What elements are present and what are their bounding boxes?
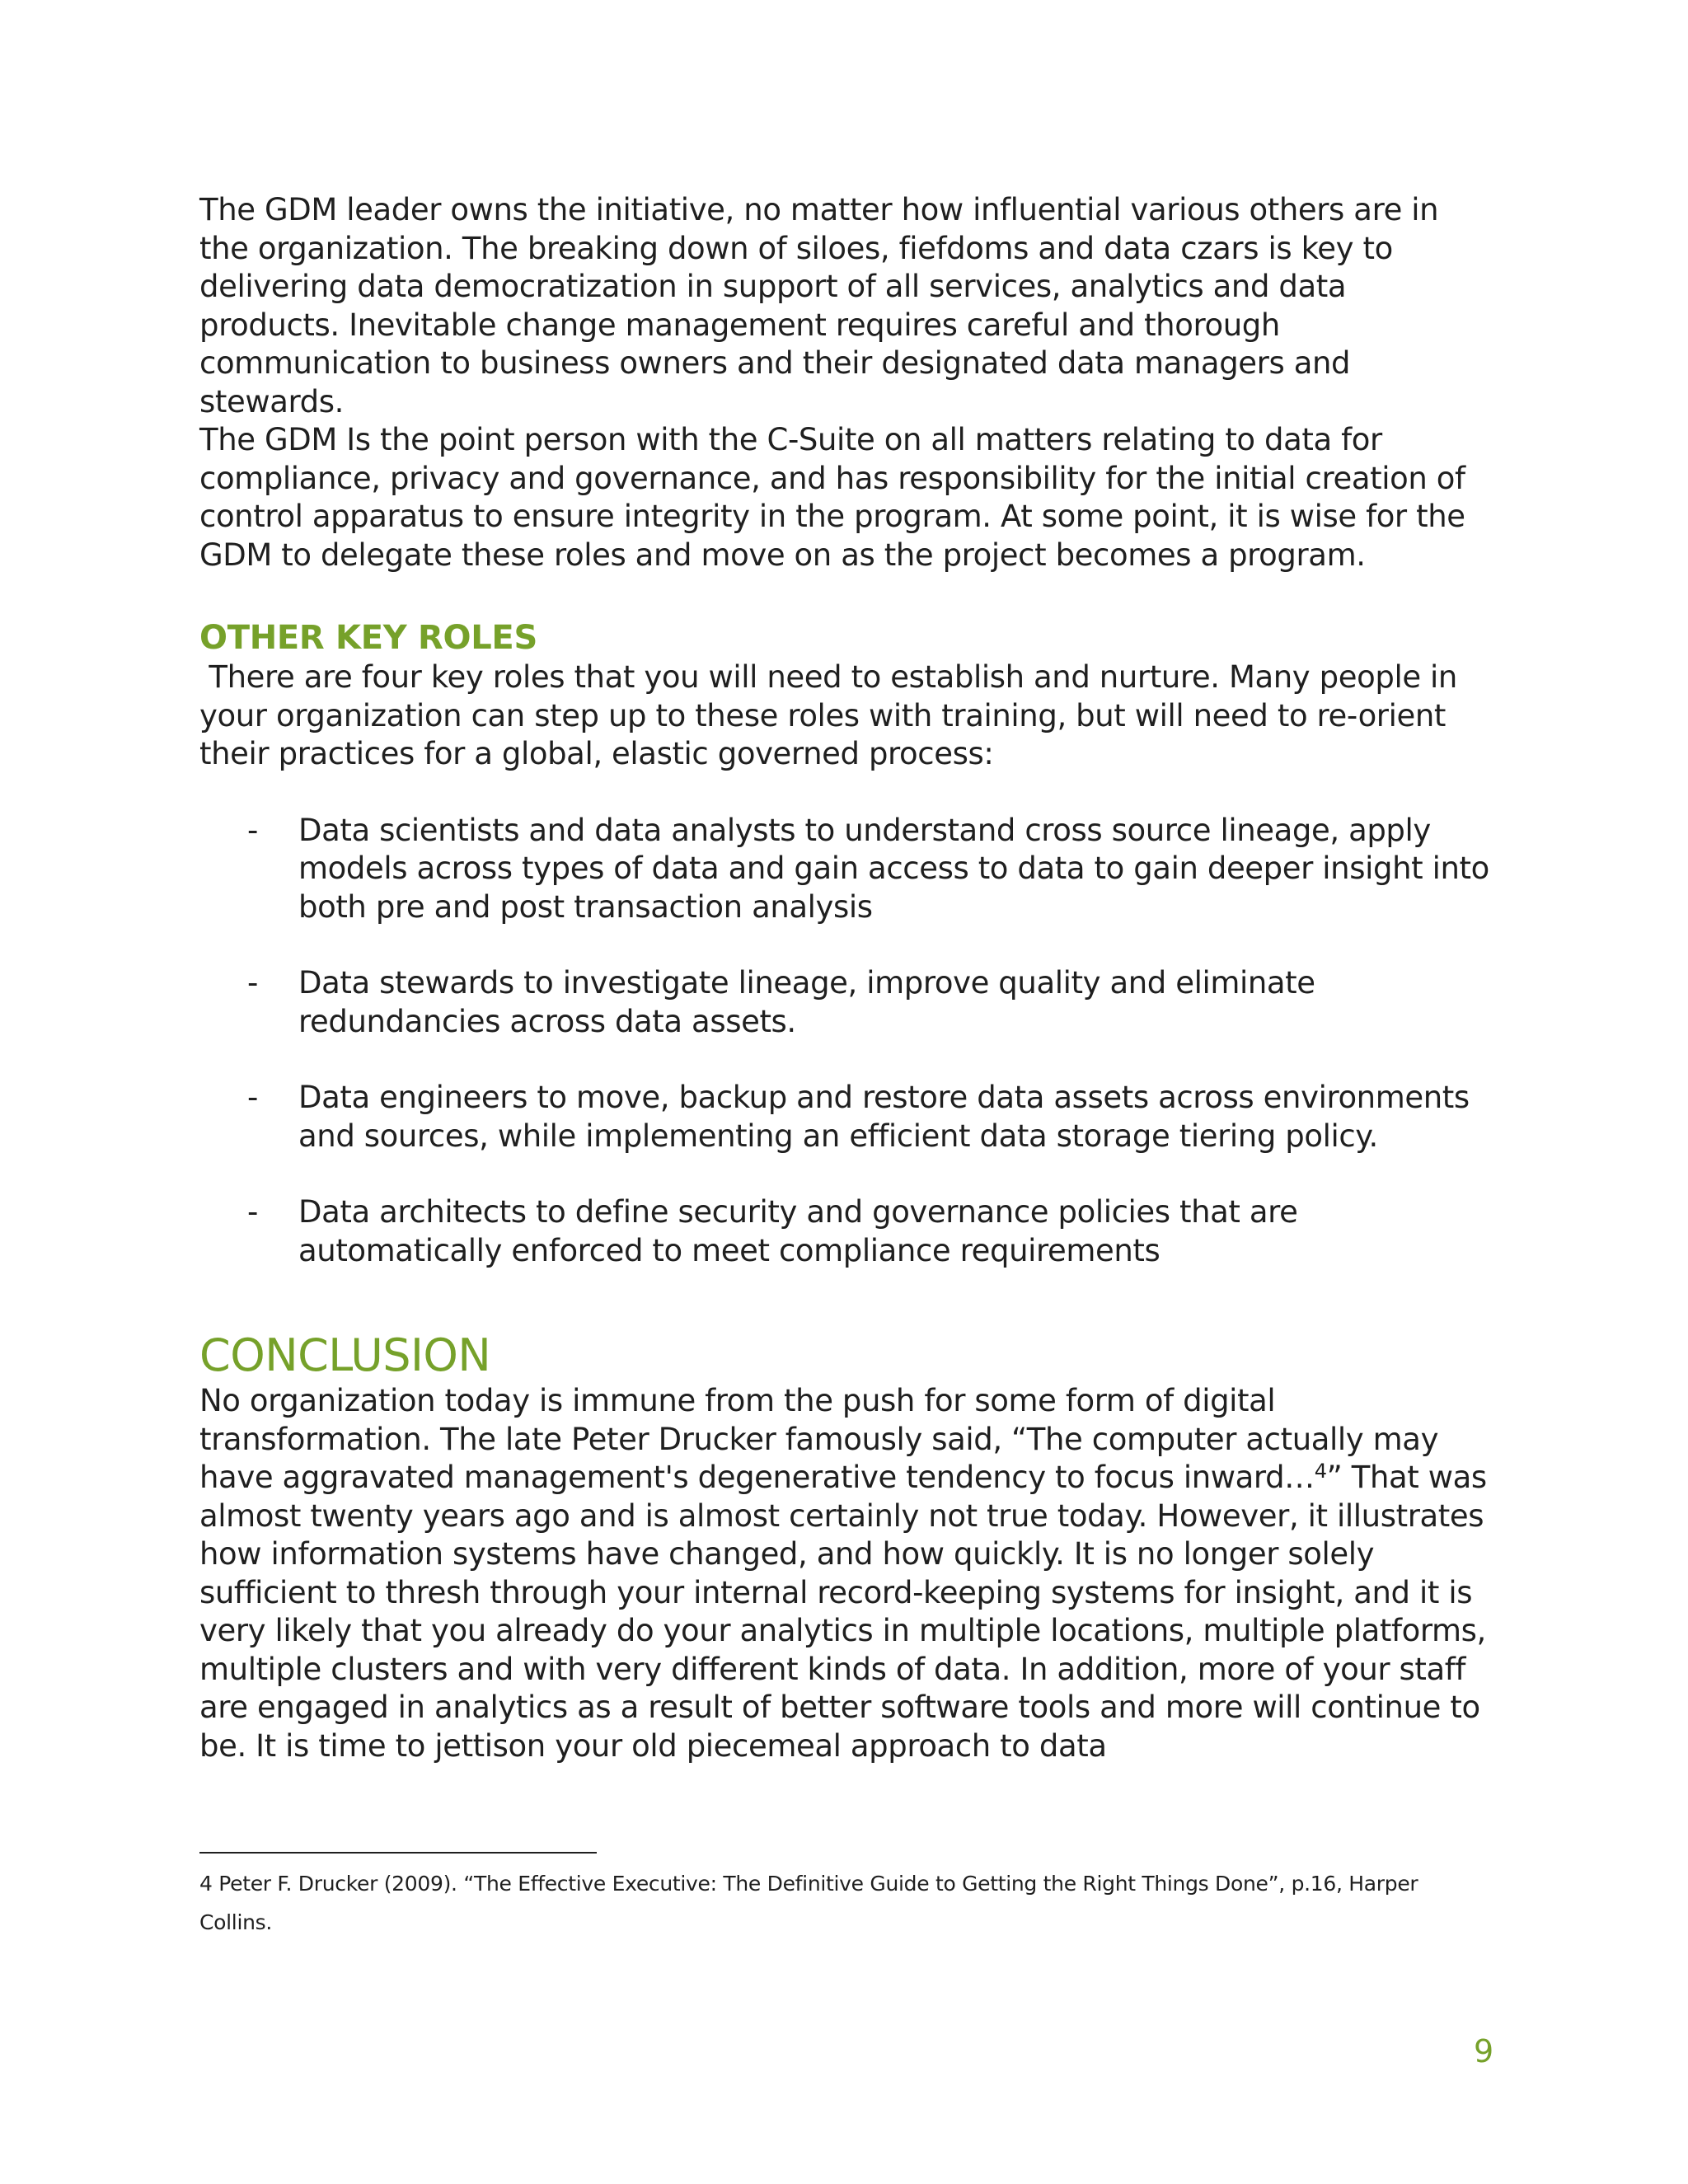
list-item bbox=[199, 964, 1493, 1041]
paragraph-conclusion bbox=[199, 1382, 1493, 1765]
heading-other-key-roles: OTHER KEY ROLES bbox=[199, 619, 537, 657]
footnote-reference[interactable]: 4 bbox=[1314, 1460, 1327, 1483]
list-item bbox=[199, 812, 1493, 927]
list-item-text: Data architects to define security and governance policies that are automatically enforced to meet compliance requirements bbox=[298, 1194, 1298, 1268]
page-number: 9 bbox=[1474, 2033, 1494, 2069]
footnote-divider bbox=[199, 1852, 597, 1854]
paragraph-gdm-owner: The GDM leader owns the initiative, no matter how influential various others are in the organization. The breaking down of siloes, fiefdoms and data czars is key to delivering data democratization in support of all services, analytics and data products. Inevitable change management requires careful and thorough communication to business owners and their designated data managers and stewards. bbox=[199, 192, 1439, 419]
heading-conclusion: CONCLUSION bbox=[199, 1329, 491, 1381]
bullet-dash: - bbox=[247, 1080, 259, 1115]
list-item bbox=[199, 1079, 1493, 1155]
list-item-text: Data scientists and data analysts to understand cross source lineage, apply models across types of data and gain access to data to gain deeper insight into both pre and post transaction analysis bbox=[298, 812, 1489, 925]
conclusion-text-end: ” That was almost twenty years ago and is almost certainly not true today. However, it illustrates how information systems have changed, and how quickly. It is no longer solely sufficient to thresh through your internal record-keeping systems for insight, and it is very likely that you already do your analytics in multiple locations, multiple platforms, multiple clusters and with very different kinds of data. In addition, more of your staff are engaged in analytics as a result of better software tools and more will continue to be. It is time to jettison your old piecemeal approach to data bbox=[199, 1460, 1487, 1764]
paragraph-gdm-point-person: The GDM Is the point person with the C-Suite on all matters relating to data for compliance, privacy and governance, and has responsibility for the initial creation of control apparatus to ensure integrity in the program. At some point, it is wise for the GDM to delegate these roles and move on as the project becomes a program. bbox=[199, 422, 1465, 573]
footnote-text: 4 Peter F. Drucker (2009). “The Effective Executive: The Definitive Guide to Getting the Right Things Done”, p.16, Harper Collins. bbox=[199, 1872, 1418, 1934]
key-roles-list bbox=[199, 812, 1493, 1271]
bullet-dash: - bbox=[247, 812, 259, 848]
list-item bbox=[199, 1193, 1493, 1270]
roles-intro-text: There are four key roles that you will need to establish and nurture. Many people in your organization can step up to these roles with training, but will need to re-orient their practices for a global, elastic governed process: bbox=[199, 659, 1457, 771]
list-item-text: Data stewards to investigate lineage, improve quality and eliminate redundancies across data assets. bbox=[298, 965, 1315, 1039]
list-item-text: Data engineers to move, backup and restore data assets across environments and sources, while implementing an efficient data storage tiering policy. bbox=[298, 1080, 1470, 1154]
page-content bbox=[199, 191, 1493, 1765]
conclusion-text-start: No organization today is immune from the push for some form of digital transformation. The late Peter Drucker famously said, “The computer actually may have aggravated management's degenerative tendency to focus inward… bbox=[199, 1383, 1439, 1495]
bullet-dash: - bbox=[247, 1194, 259, 1230]
bullet-dash: - bbox=[247, 965, 259, 1001]
paragraph-roles-intro bbox=[199, 658, 1493, 774]
